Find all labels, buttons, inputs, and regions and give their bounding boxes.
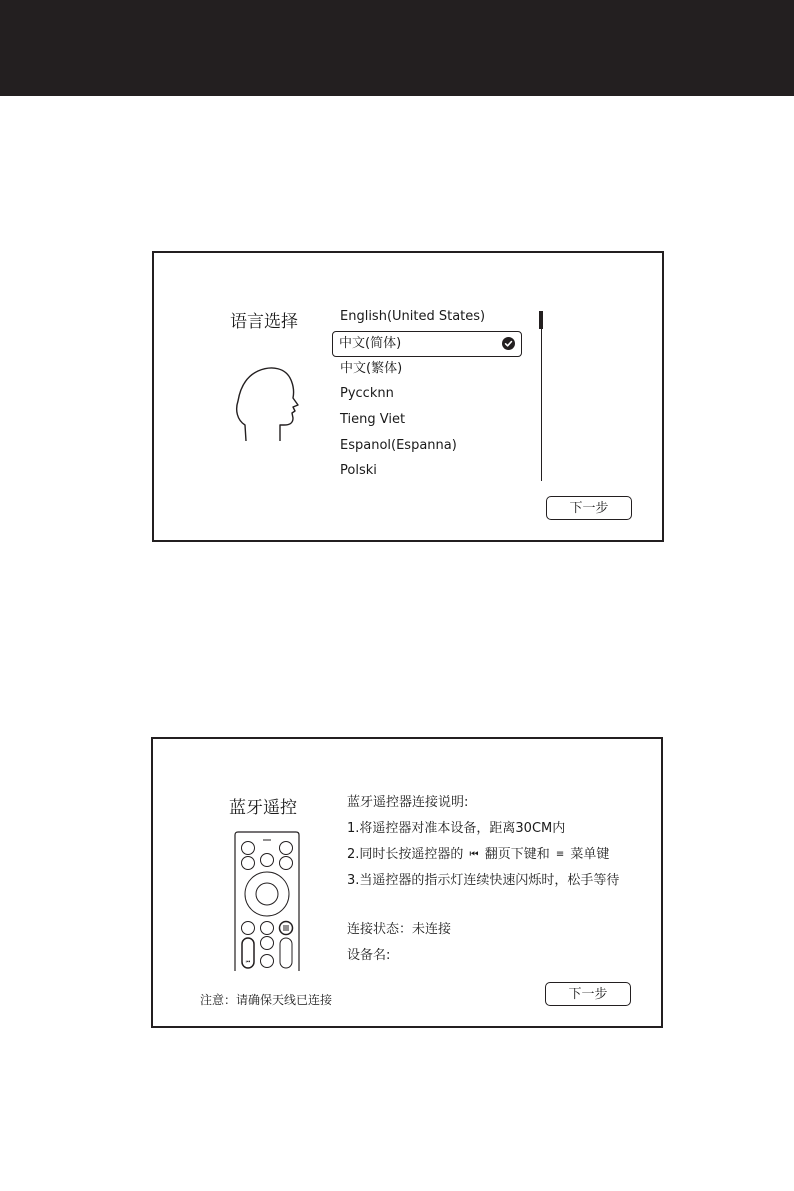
language-option[interactable] xyxy=(332,459,532,485)
device-name: 设备名: xyxy=(347,948,391,963)
next-button[interactable]: 下一步 xyxy=(546,496,632,520)
language-option-label: Espanol(Espanna) xyxy=(340,437,457,453)
instructions-list xyxy=(347,792,619,896)
step-2-prefix: 2.同时长按遥控器的 xyxy=(347,847,464,862)
language-option-label: English(United States) xyxy=(340,309,486,324)
svg-text:⏮: ⏮ xyxy=(245,959,251,965)
scrollbar-track[interactable] xyxy=(541,311,542,481)
step-2-mid: 翻页下键和 xyxy=(484,847,550,862)
language-option-label: Pycсknn xyxy=(340,386,394,402)
language-option-label: 中文(繁体) xyxy=(340,360,403,376)
page-title: 语言选择 xyxy=(230,312,298,332)
instructions-heading: 蓝牙遥控器连接说明: xyxy=(347,795,469,810)
connection-info xyxy=(347,919,451,971)
checkmark-icon xyxy=(502,337,515,350)
language-option[interactable] xyxy=(332,408,532,434)
instruction-step-2 xyxy=(347,844,619,870)
language-option[interactable] xyxy=(332,434,532,460)
instruction-step-3: 3.当遥控器的指示灯连续快速闪烁时，松手等待 xyxy=(347,873,620,888)
antenna-notice: 注意：请确保天线已连接 xyxy=(200,993,333,1007)
language-option-label: 中文(简体) xyxy=(339,335,402,351)
head-profile-icon xyxy=(232,365,302,443)
top-header-bar xyxy=(0,0,794,96)
page-down-key-icon: ⏮ xyxy=(469,849,479,860)
remote-control-icon xyxy=(234,831,300,971)
bluetooth-remote-screen xyxy=(151,737,663,1028)
next-button[interactable]: 下一步 xyxy=(545,982,631,1006)
language-option[interactable] xyxy=(332,382,532,408)
menu-key-icon: ≡ xyxy=(555,849,565,860)
language-option-label: Polski xyxy=(340,463,377,479)
step-2-suffix: 菜单键 xyxy=(570,847,610,862)
language-selection-screen xyxy=(152,251,664,542)
language-list xyxy=(332,305,532,485)
language-option[interactable] xyxy=(332,357,532,383)
language-option-label: Tieng Viet xyxy=(340,412,406,428)
scrollbar-thumb[interactable] xyxy=(539,311,543,329)
language-option[interactable] xyxy=(332,331,522,357)
connection-status: 连接状态：未连接 xyxy=(347,922,452,937)
language-option[interactable] xyxy=(332,305,532,331)
instruction-step-1: 1.将遥控器对准本设备，距离30CM内 xyxy=(347,821,566,836)
page-title: 蓝牙遥控 xyxy=(229,798,297,818)
